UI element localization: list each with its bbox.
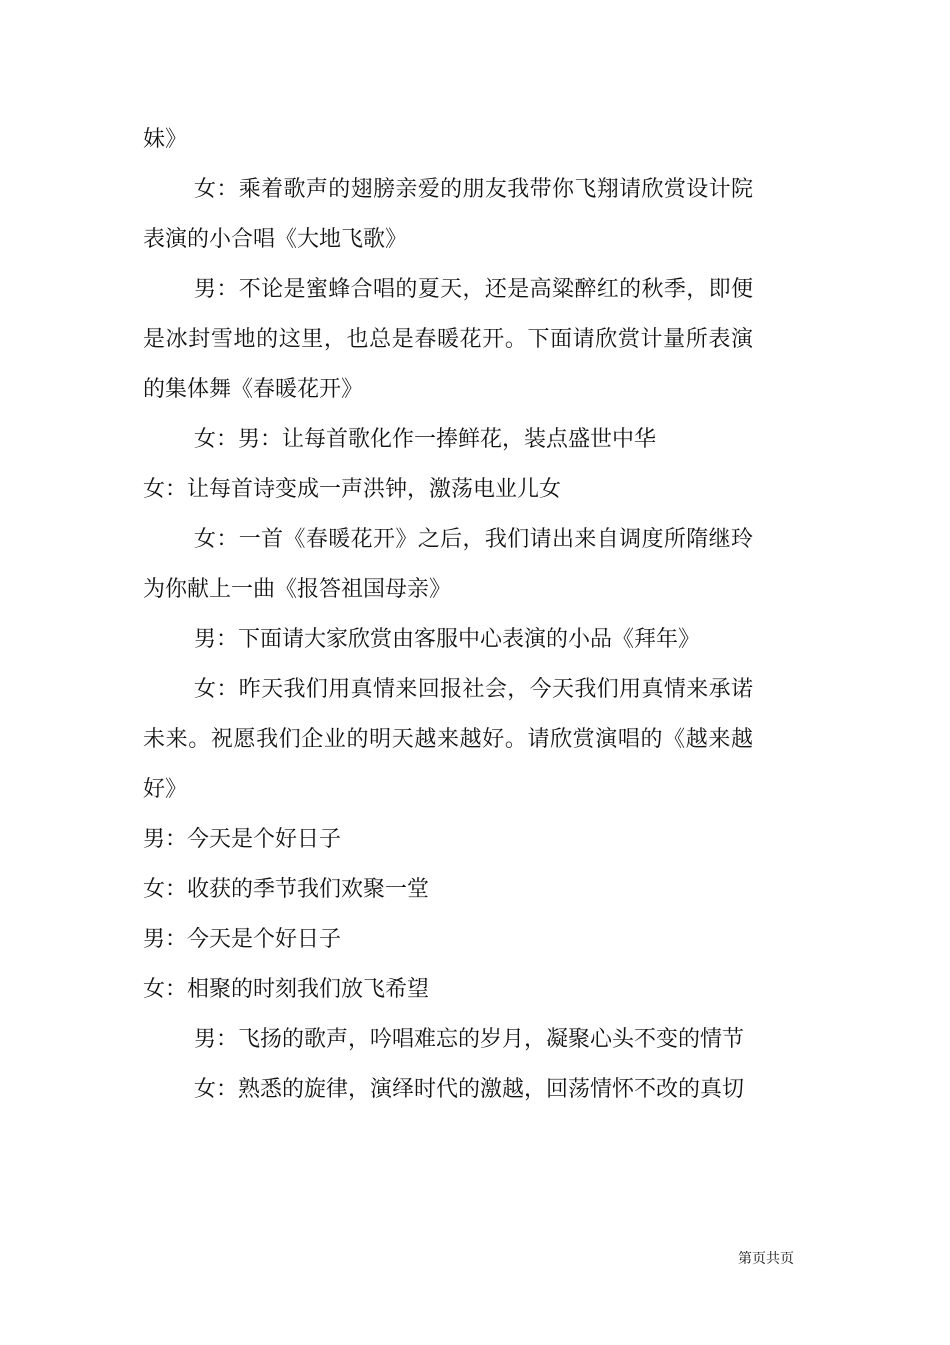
paragraph: 男：今天是个好日子 — [143, 827, 342, 852]
paragraph: 男：下面请大家欣赏由客服中心表演的小品《拜年》 — [194, 627, 701, 652]
paragraph: 妹》 — [143, 127, 188, 152]
page-number-footer: 第页共页 — [738, 1251, 794, 1267]
paragraph: 女：乘着歌声的翅膀亲爱的朋友我带你飞翔请欣赏设计院表演的小合唱《大地飞歌》 — [143, 177, 753, 252]
paragraph: 女：让每首诗变成一声洪钟，激荡电业儿女 — [143, 477, 562, 502]
paragraph: 女：收获的季节我们欢聚一堂 — [143, 877, 430, 902]
paragraph: 男：今天是个好日子 — [143, 927, 342, 952]
paragraph: 女：一首《春暖花开》之后，我们请出来自调度所隋继玲为你献上一曲《报答祖国母亲》 — [143, 527, 753, 602]
paragraph: 女：昨天我们用真情来回报社会，今天我们用真情来承诺未来。祝愿我们企业的明天越来越好。请欣赏演唱的《越来越好》 — [143, 677, 753, 802]
paragraph: 女：熟悉的旋律，演绎时代的激越，回荡情怀不改的真切 — [194, 1077, 745, 1102]
document-body — [143, 115, 753, 1115]
paragraph: 男：不论是蜜蜂合唱的夏天，还是高粱醉红的秋季，即便是冰封雪地的这里，也总是春暖花开。下面请欣赏计量所表演的集体舞《春暖花开》 — [143, 277, 753, 402]
paragraph: 女：男：让每首歌化作一捧鲜花，装点盛世中华 — [194, 427, 657, 452]
paragraph: 女：相聚的时刻我们放飞希望 — [143, 977, 430, 1002]
paragraph: 男：飞扬的歌声，吟唱难忘的岁月，凝聚心头不变的情节 — [194, 1027, 745, 1052]
